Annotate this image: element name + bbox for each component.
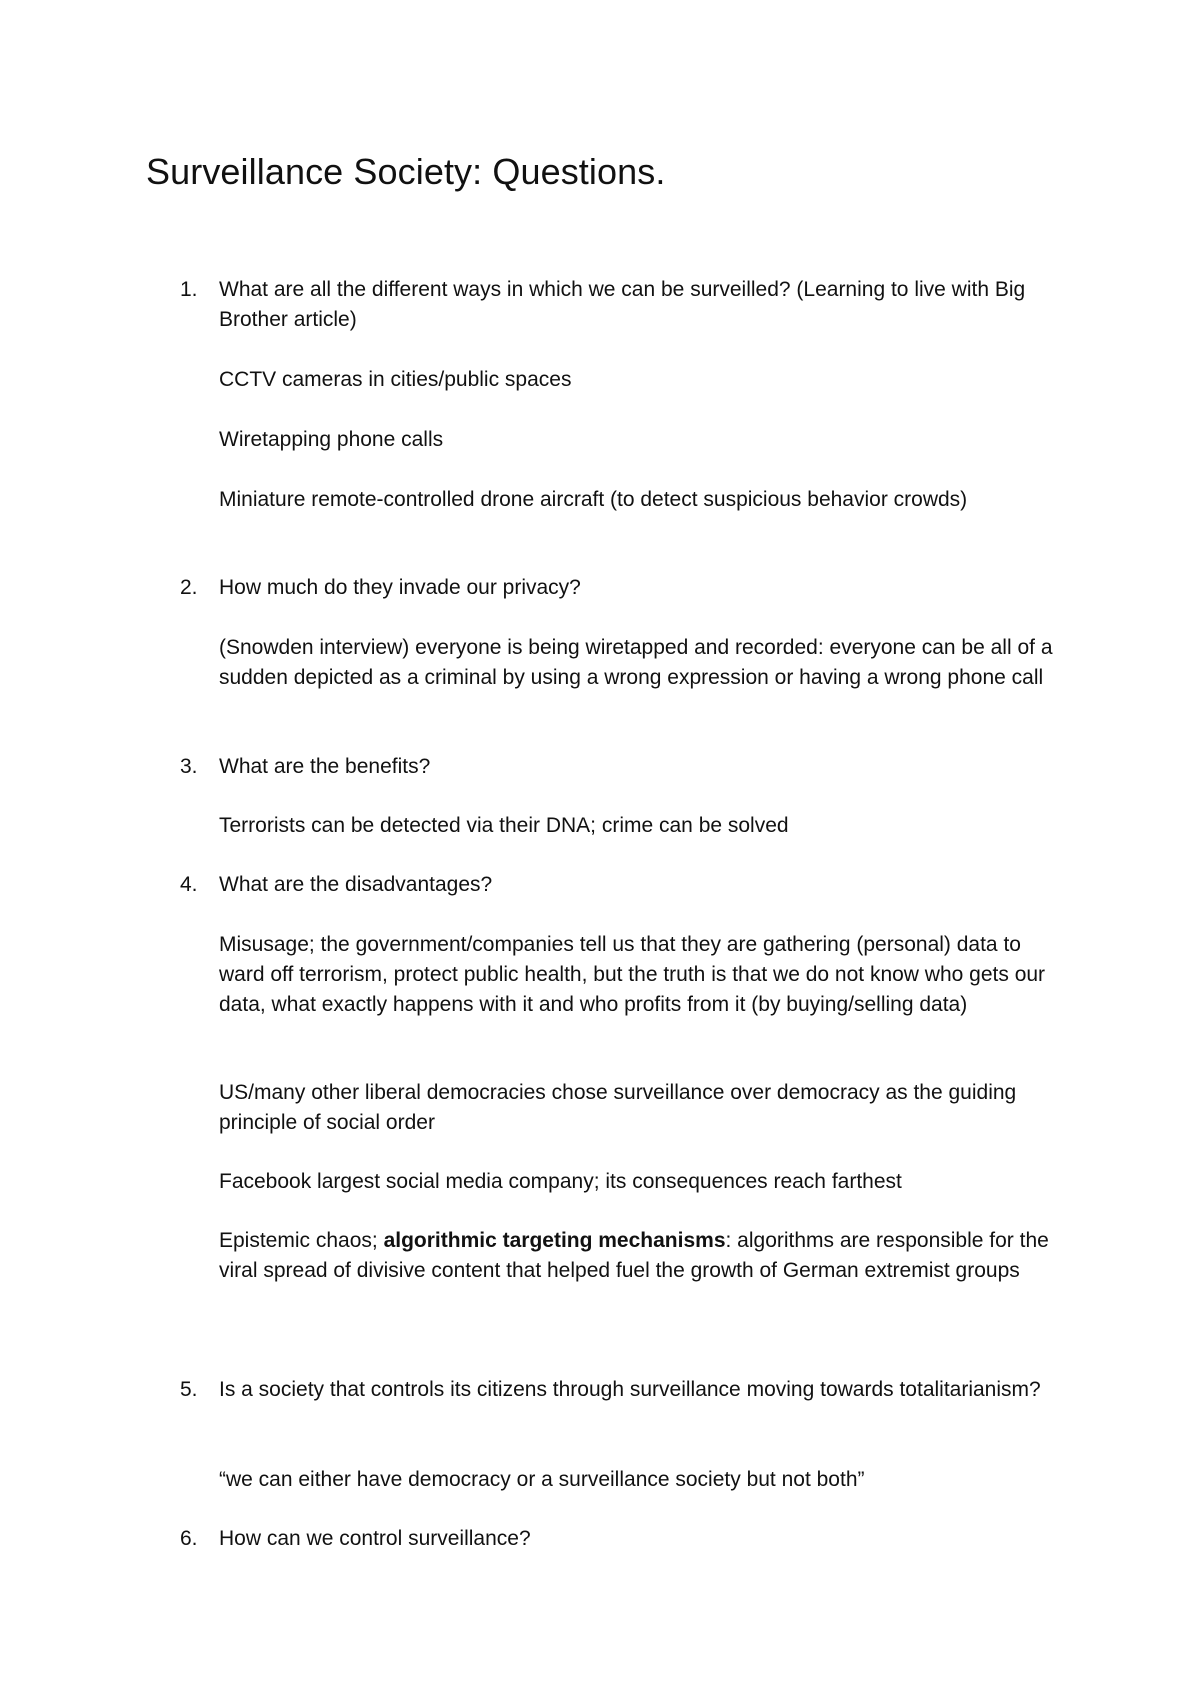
answer-text: Terrorists can be detected via their DNA; crime can be solved (219, 814, 789, 837)
answer-text: CCTV cameras in cities/public spaces (219, 368, 572, 391)
answer-text: Facebook largest social media company; its consequences reach farthest (219, 1170, 902, 1193)
answer-text: US/many other liberal democracies chose surveillance over democracy as the guiding principle of social order (219, 1081, 1017, 1134)
answer-suffix: : algorithms are responsible for the viral spread of divisive content that helped fuel the growth of German extremist groups (219, 1229, 1049, 1282)
question-text: What are the benefits? (219, 755, 431, 778)
answer-text: Miniature remote-controlled drone aircraft (to detect suspicious behavior crowds) (219, 488, 968, 511)
question-text: Is a society that controls its citizens through surveillance moving towards totalitarianism? (219, 1378, 1041, 1401)
question-text: How can we control surveillance? (219, 1527, 531, 1550)
answer-text-epistemic (219, 1226, 1069, 1286)
answer-text: (Snowden interview) everyone is being wiretapped and recorded: everyone can be all of a sudden depicted as a criminal by using a wrong expression or having a wrong phone call (219, 636, 1053, 689)
question-number: 3. (180, 755, 198, 778)
question-number: 4. (180, 873, 198, 896)
page-title: Surveillance Society: Questions. (146, 151, 666, 192)
answer-bold-term: algorithmic targeting mechanisms (383, 1229, 726, 1252)
answer-prefix: Epistemic chaos; (219, 1229, 384, 1252)
question-number: 1. (180, 278, 198, 301)
question-number: 5. (180, 1378, 198, 1401)
answer-text: Wiretapping phone calls (219, 428, 444, 451)
question-text: What are the disadvantages? (219, 873, 493, 896)
question-number: 2. (180, 576, 198, 599)
answer-text: Misusage; the government/companies tell us that they are gathering (personal) data to ward off terrorism, protect public health, but the truth is that we do not know who gets our data, what exactly happens with it and who profits from it (by buying/selling data) (219, 933, 1046, 1016)
question-text: What are all the different ways in which we can be surveilled? (Learning to live with Big Brother article) (219, 278, 1026, 331)
question-text: How much do they invade our privacy? (219, 576, 581, 599)
answer-text: “we can either have democracy or a surveillance society but not both” (219, 1468, 865, 1491)
question-number: 6. (180, 1527, 198, 1550)
